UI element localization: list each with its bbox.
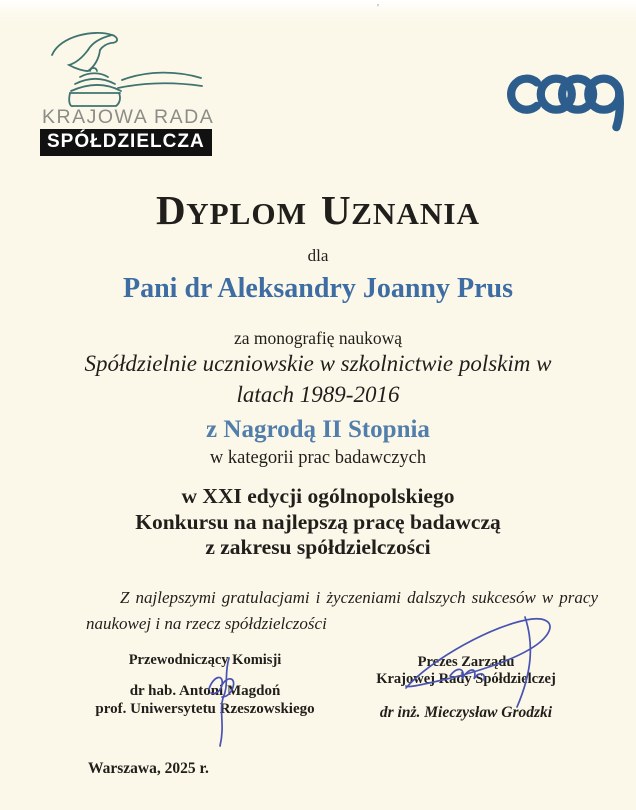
eagle-inkwell-icon (36, 28, 204, 108)
place-and-date: Warszawa, 2025 r. (88, 760, 209, 777)
prize-level: z Nagrodą II Stopnia (206, 416, 430, 443)
recipient-name: Pani dr Aleksandry Joanny Prus (122, 273, 514, 304)
right-signer-role-line2: Krajowej Rady Spółdzielczej (376, 671, 556, 687)
monograph-title-line1: Spółdzielnie uczniowskie w szkolnictwie polskim w (84, 351, 552, 376)
org-name-line2: SPÓŁDZIELCZA (40, 129, 212, 156)
signature-block-right (366, 654, 566, 722)
left-signer-title: prof. Uniwersytetu Rzeszowskiego (95, 700, 315, 717)
competition-line2: Konkursu na najlepszą pracę badawczą (135, 509, 501, 534)
right-signer-role-line1: Prezes Zarządu (417, 654, 515, 670)
prize-category: w kategorii prac badawczych (209, 448, 427, 468)
left-signer-name: dr hab. Antoni Magdoń (129, 683, 281, 699)
scan-artifact-mark: ' (377, 2, 379, 14)
signature-block-left (85, 652, 325, 718)
title-word-2: UZNANIA (321, 187, 481, 233)
competition-description (40, 484, 596, 561)
page-title (40, 186, 596, 234)
congratulations-paragraph: Z najlepszymi gratulacjami i życzeniami dalszych sukcesów w pracy naukowej i na rzecz spółdzielczości (86, 588, 598, 633)
competition-line1: w XXI edycji ogólnopolskiego (181, 484, 455, 508)
title-word-1: DYPLOM (155, 187, 308, 233)
right-signer-name: dr inż. Mieczysław Grodzki (379, 704, 553, 721)
left-signer-role: Przewodniczący Komisji (128, 652, 282, 668)
award-intro: za monografię naukową (233, 328, 403, 348)
for-label: dla (307, 246, 329, 265)
competition-line3: z zakresu spółdzielczości (205, 535, 431, 559)
monograph-title-line2: latach 1989-2016 (236, 382, 400, 407)
coop-logo-icon (502, 68, 628, 132)
org-name-line1: KRAJOWA RADA (42, 106, 215, 128)
